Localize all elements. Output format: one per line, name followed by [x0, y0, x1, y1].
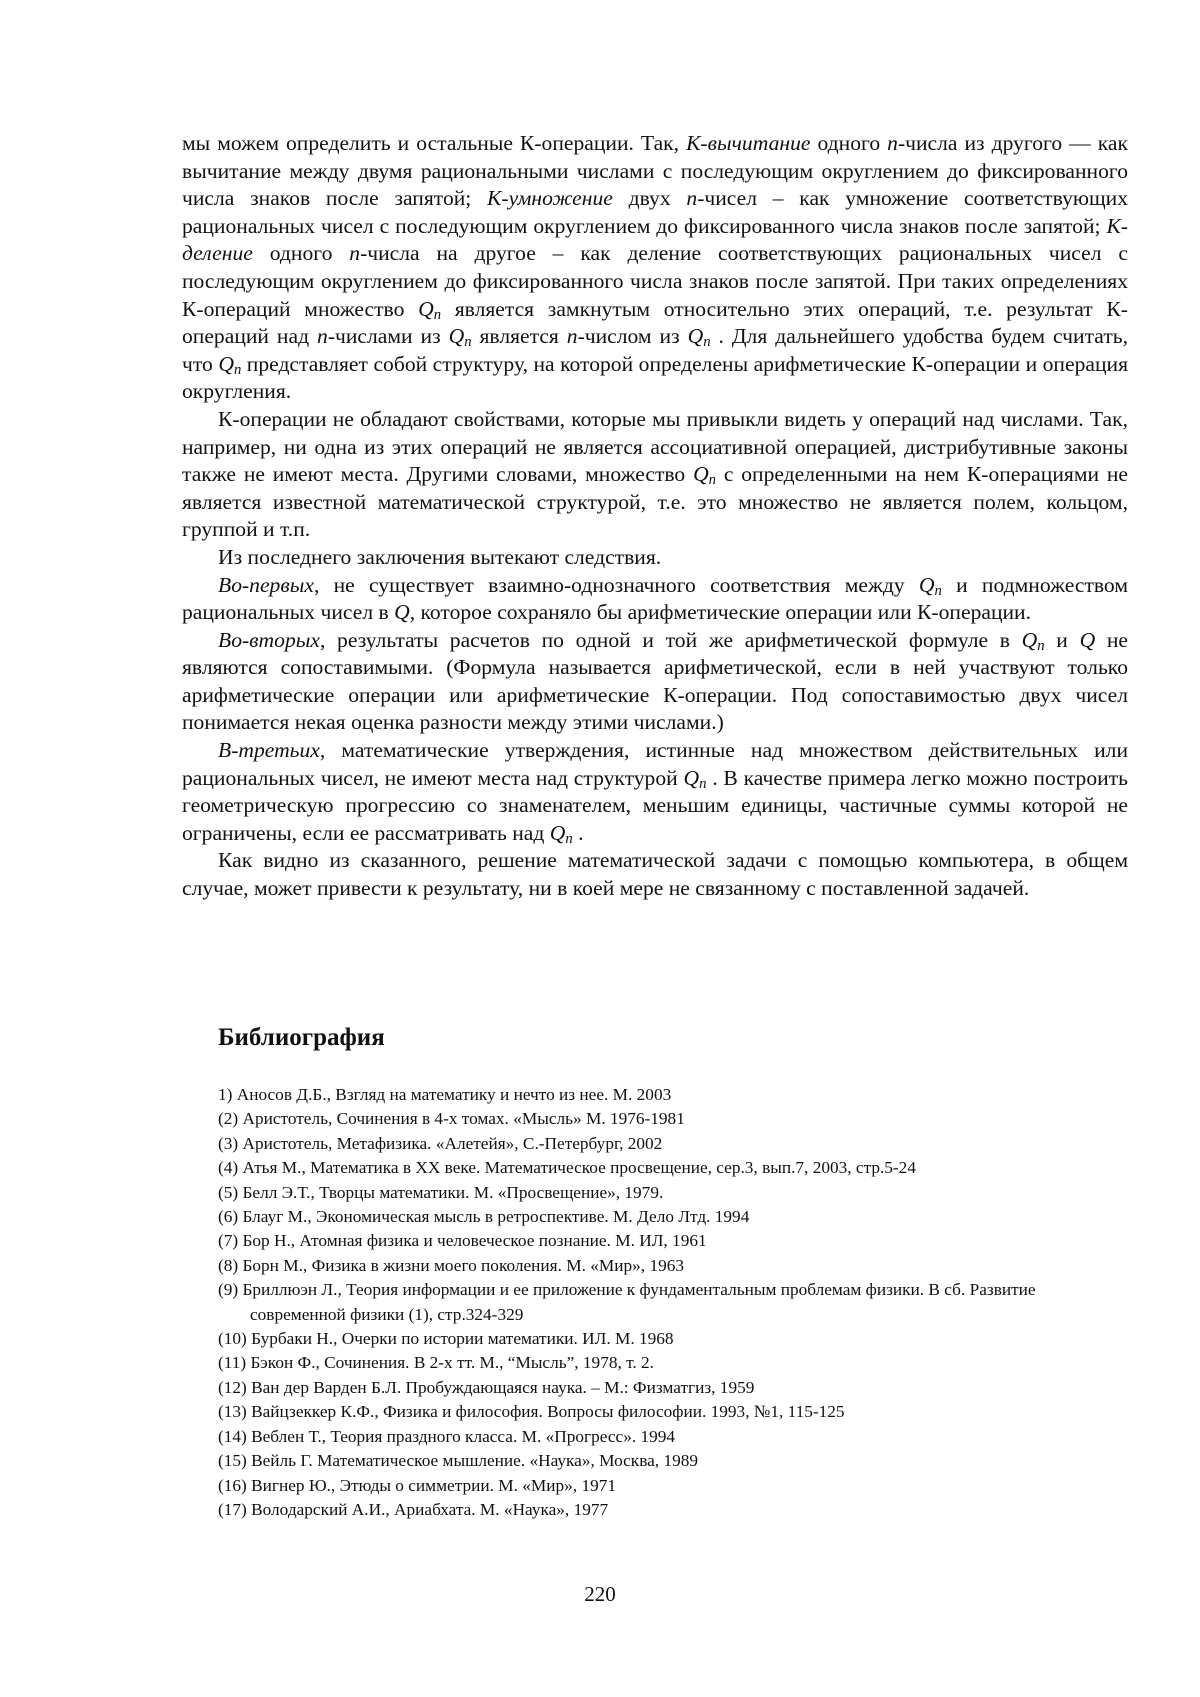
italic-term: К-умножение — [487, 186, 613, 211]
bibliography-item: (11) Бэкон Ф., Сочинения. В 2-х тт. М., “Мысль”, 1978, т. 2. — [218, 1353, 654, 1373]
body-paragraph: Как видно из сказанного, решение математической задачи с помощью компьютера, в общем случае, может привести к результату, ни в коей мере не связанному с поставленной задачей. — [182, 848, 1128, 901]
italic-term: Q — [1079, 627, 1096, 652]
math-symbol-q-n: $Q_n$ — [693, 462, 717, 489]
bibliography-item: (16) Вигнер Ю., Этюды о симметрии. М. «Мир», 1971 — [218, 1475, 616, 1495]
bibliography-item: (6) Блауг М., Экономическая мысль в ретроспективе. М. Дело Лтд. 1994 — [218, 1207, 750, 1227]
bibliography-item: (14) Веблен Т., Теория праздного класса. М. «Прогресс». 1994 — [218, 1426, 676, 1446]
math-symbol-q-n: $Q_n$ — [683, 765, 707, 792]
bibliography-item: (13) Вайцзеккер К.Ф., Физика и философия. Вопросы философии. 1993, №1, 115-125 — [218, 1402, 845, 1422]
bibliography-item: (12) Ван дер Варден Б.Л. Пробуждающаяся наука. – М.: Физматгиз, 1959 — [218, 1377, 755, 1397]
body-paragraph: К-операции не обладают свойствами, которые мы привыкли видеть у операций над числами. Так, например, ни одна из этих операций не является ассоциативной операцией, дистрибутивные законы также не имеют места. Другими словами, множество $Q_n$ с определенными на нем К-операциями не является известной математической структурой, т.е. это множество не является полем, кольцом, группой и т.п. — [182, 406, 1128, 542]
math-symbol-q-n: $Q_n$ — [1021, 627, 1045, 654]
math-symbol-q-n: $Q_n$ — [549, 820, 573, 848]
body-paragraph: В-третьих, математические утверждения, истинные над множеством действительных или рациональных чисел, не имеют места над структурой $Q_n$ . В качестве примера легко можно построить геометрическую прогрессию со знаменателем, меньшим единицы, частичные суммы которой не ограничены, если ее рассматривать над $Q_n$ . — [182, 738, 1128, 848]
math-symbol-q-n: $Q_n$ — [418, 296, 442, 323]
italic-term: К-вычитание — [686, 131, 811, 155]
bibliography-item: 1) Аносов Д.Б., Взгляд на математику и нечто из нее. М. 2003 — [218, 1085, 672, 1104]
body-paragraph: мы можем определить и остальные К-операции. Так, К-вычитание одного n-числа из другого — как вычитание между двумя рациональными числами с последующим округлением до фиксированного числа знаков после запятой; К-умножение двух n-чисел – как умножение соответствующих рациональных чисел с последующим округлением до фиксированного числа знаков после запятой; К-деление одного n-числа на другое – как деление соответствующих рациональных чисел с последующим округлением до фиксированного числа знаков после запятой. При таких определениях К-операций множество $Q_n$ является замкнутым относительно этих операций, т.е. результат К-операций над n-числами из $Q_n$ является n-числом из $Q_n$ . Для дальнейшего удобства будем считать, что $Q_n$ представляет собой структуру, на которой определены арифметические К-операции и операция округления. — [182, 131, 1129, 404]
body-paragraph: Во-вторых, результаты расчетов по одной и той же арифметической формуле в $Q_n$ и Q не являются сопоставимыми. (Формула называется арифметической, если в ней участвуют только арифметические операции или арифметические К-операции. Под сопоставимостью двух чисел понимается некая оценка разности между этими числами.) — [182, 627, 1129, 735]
bibliography-item: (15) Вейль Г. Математическое мышление. «Наука», Москва, 1989 — [218, 1451, 699, 1471]
math-symbol-q-n: $Q_n$ — [218, 351, 242, 378]
italic-term: n — [566, 324, 578, 349]
math-symbol-q-n: $Q_n$ — [448, 324, 472, 351]
italic-term: n — [887, 131, 898, 155]
bibliography-item: (8) Борн М., Физика в жизни моего поколения. М. «Мир», 1963 — [218, 1255, 685, 1275]
bibliography-item: (2) Аристотель, Сочинения в 4-х томах. «Мысль» М. 1976-1981 — [218, 1109, 685, 1129]
body-text — [182, 130, 1128, 903]
bibliography-item: (5) Белл Э.Т., Творцы математики. М. «Просвещение», 1979. — [218, 1182, 664, 1202]
bibliography-list — [218, 1083, 1118, 1522]
body-paragraph: Из последнего заключения вытекают следствия. — [218, 544, 662, 569]
math-symbol-q-n: $Q_n$ — [918, 572, 942, 599]
bibliography-item: (7) Бор Н., Атомная физика и человеческое познание. М. ИЛ, 1961 — [218, 1231, 707, 1251]
bibliography-item: (17) Володарский А.И., Ариабхата. М. «Наука», 1977 — [218, 1499, 609, 1519]
bibliography-item: (10) Бурбаки Н., Очерки по истории математики. ИЛ. М. 1968 — [218, 1329, 674, 1349]
italic-term: n — [686, 186, 698, 211]
bibliography-heading: Библиография — [218, 1024, 385, 1051]
body-paragraph: Во-первых, не существует взаимно-однозначного соответствия между $Q_n$ и подмножеством рациональных чисел в Q, которое сохраняло бы арифметические операции или К-операции. — [182, 572, 1128, 625]
bibliography-item: (9) Бриллюэн Л., Теория информации и ее приложение к фундаментальным проблемам физики. В сб. Развитие современной физики (1), стр.324-329 — [218, 1280, 1036, 1324]
italic-term: В-третьих — [218, 738, 320, 763]
bibliography-item: (3) Аристотель, Метафизика. «Алетейя», С.-Петербург, 2002 — [218, 1133, 663, 1153]
math-symbol-q-n: $Q_n$ — [687, 324, 711, 351]
italic-term: n — [317, 324, 328, 349]
italic-term: Во-вторых — [218, 627, 320, 652]
italic-term: n — [349, 241, 361, 266]
page-number: 220 — [584, 1582, 616, 1606]
italic-term: Q, — [394, 600, 416, 625]
italic-term: К-деление — [182, 213, 1128, 266]
italic-term: Во-первых — [218, 572, 314, 597]
bibliography-item: (4) Атья М., Математика в XX веке. Математическое просвещение, сер.3, вып.7, 2003, стр.5-24 — [218, 1158, 916, 1178]
